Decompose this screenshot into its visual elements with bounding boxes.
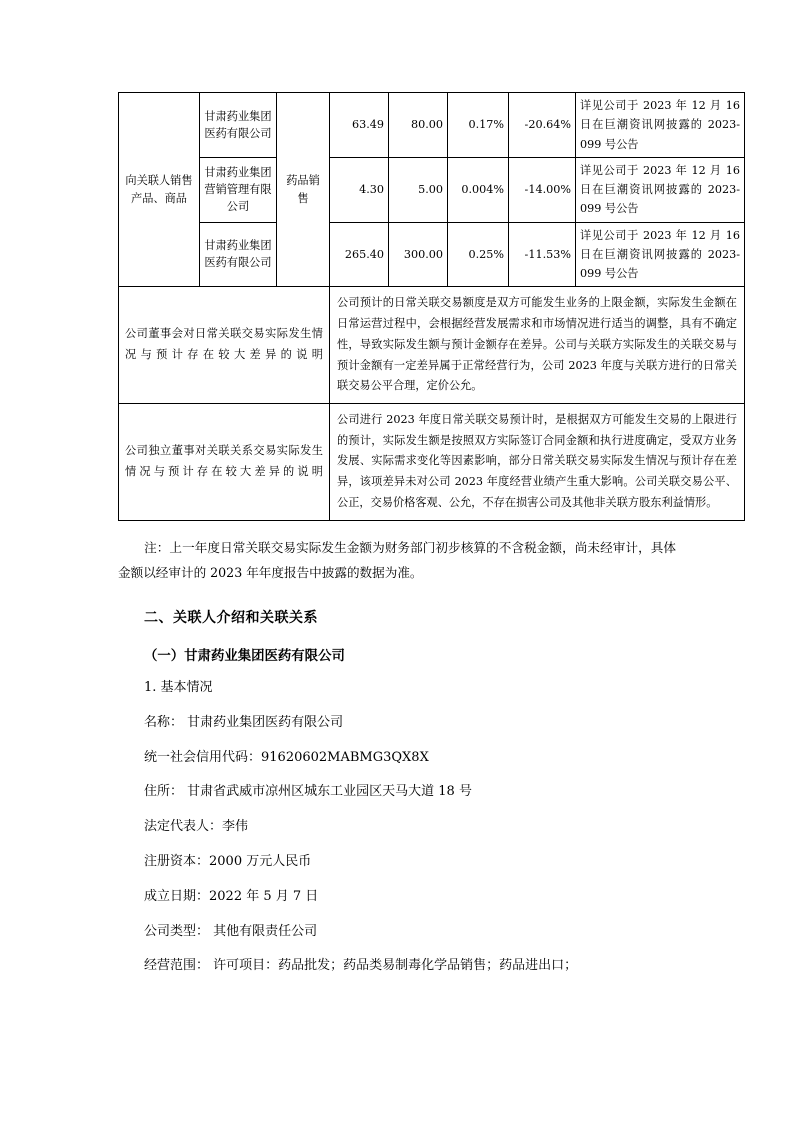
field-legal-representative: 法定代表人：李伟 [144,819,249,835]
subsection-heading: （一）甘肃药业集团医药有限公司 [144,647,345,664]
cell-board-statement-body: 公司预计的日常关联交易额度是双方可能发生业务的上限金额，实际发生金额在日常运营过程中，会根据经营发展需求和市场情况进行适当的调整，具有不确定性，导致实际发生额与预计金额存在差异。公司与关联方实际发生的关联交易与预计金额有一定差异属于正常经营行为，公司 2023 年度与关联方进行的日常关联交易公平合理，定价公允。 [330,287,745,404]
cell-party: 甘肃药业集团医药有限公司 [200,93,277,158]
cell-independent-statement-body: 公司进行 2023 年度日常关联交易预计时，是根据双方可能发生交易的上限进行的预计，实际发生额是按照双方实际签订合同金额和执行进度确定，受双方业务发展、实际需求变化等因素影响，部分日常关联交易实际发生情况与预计存在差异，该项差异未对公司 2023 年度经营业绩产生重大影响。公司关联交易公平、公正，交易价格客观、公允，不存在损害公司及其他非关联方股东利益情形。 [330,403,745,520]
cell-kind: 药品销售 [277,93,330,287]
cell-category: 向关联人销售产品、商品 [119,93,200,287]
cell-note: 详见公司于 2023 年 12 月 16 日在巨潮资讯网披露的 2023-099 号公告 [576,93,745,158]
field-business-scope: 经营范围： 许可项目：药品批发；药品类易制毒化学品销售；药品进出口； [144,958,578,974]
table-footnote [118,535,676,585]
cell-note: 详见公司于 2023 年 12 月 16 日在巨潮资讯网披露的 2023-099 号公告 [576,222,745,287]
cell-independent-statement-label: 公司独立董事对关联关系交易实际发生情况与预计存在较大差异的说明 [119,403,330,520]
field-company-type: 公司类型： 其他有限责任公司 [144,923,318,939]
cell-forecast: 80.00 [389,93,448,158]
cell-board-statement-label: 公司董事会对日常关联交易实际发生情况与预计存在较大差异的说明 [119,287,330,404]
cell-last-year-actual: 4.30 [330,157,389,222]
field-registered-capital: 注册资本：2000 万元人民币 [144,853,312,869]
cell-forecast: 5.00 [389,157,448,222]
cell-party: 甘肃药业集团医药有限公司 [200,222,277,287]
footnote-text: 上一年度日常关联交易实际发生金额为财务部门初步核算的不含税金额，尚未经审计，具体金额以经审计的 2023 年年度报告中披露的数据为准。 [118,539,677,580]
cell-forecast: 300.00 [389,222,448,287]
cell-last-year-actual: 63.49 [330,93,389,158]
cell-change: -11.53% [509,222,576,287]
related-transactions-table [118,92,745,521]
table-row [119,222,745,287]
cell-ratio: 0.004% [448,157,509,222]
cell-last-year-actual: 265.40 [330,222,389,287]
field-credit-code: 统一社会信用代码：91620602MABMG3QX8X [144,749,429,765]
cell-change: -14.00% [509,157,576,222]
cell-change: -20.64% [509,93,576,158]
footnote-prefix: 注： [144,539,170,555]
field-establish-date: 成立日期：2022 年 5 月 7 日 [144,888,319,904]
table-row [119,157,745,222]
field-name: 名称： 甘肃药业集团医药有限公司 [144,714,344,730]
table-row-board-statement [119,287,745,404]
field-address: 住所： 甘肃省武威市凉州区城东工业园区天马大道 18 号 [144,784,472,800]
table-row-independent-director-statement [119,403,745,520]
item-title: 1. 基本情况 [144,679,213,695]
cell-party: 甘肃药业集团营销管理有限公司 [200,157,277,222]
cell-ratio: 0.17% [448,93,509,158]
table-row [119,93,745,158]
cell-note: 详见公司于 2023 年 12 月 16 日在巨潮资讯网披露的 2023-099 号公告 [576,157,745,222]
cell-ratio: 0.25% [448,222,509,287]
section-heading: 二、关联人介绍和关联关系 [144,609,318,626]
